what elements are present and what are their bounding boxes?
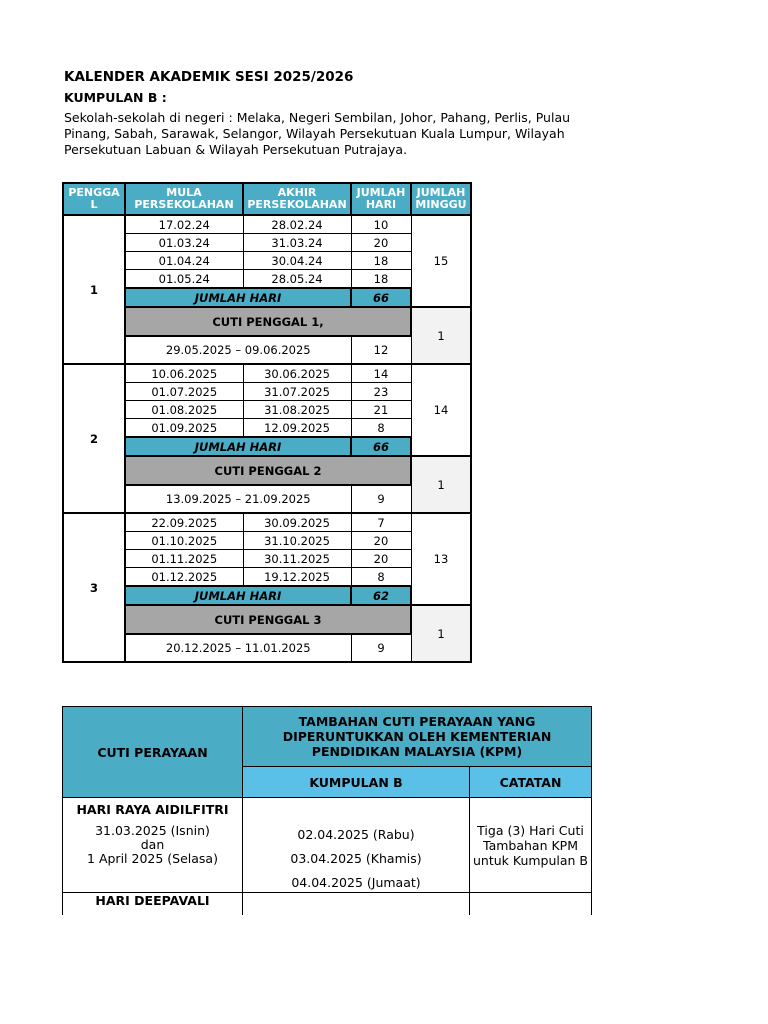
end-date: 30.11.2025: [243, 550, 351, 568]
deepavali-extra-days: [243, 893, 470, 915]
header-penggal: [63, 183, 125, 215]
day-count: 14: [351, 364, 411, 383]
term-break-dates: 29.05.2025 – 09.06.2025: [125, 336, 351, 364]
start-date: 01.11.2025: [125, 550, 243, 568]
holiday-note: Tiga (3) Hari Cuti Tambahan KPM untuk Kumpulan B: [470, 798, 592, 893]
day-count: 10: [351, 215, 411, 234]
start-date: 01.05.24: [125, 270, 243, 289]
extra-days-kumpulan-b: [243, 798, 470, 893]
start-date: 01.07.2025: [125, 383, 243, 401]
header-mula-line1: MULA: [166, 186, 202, 199]
header-jumlah-minggu: [411, 183, 471, 215]
term-break-title: CUTI PENGGAL 1,: [125, 307, 411, 336]
start-date: 10.06.2025: [125, 364, 243, 383]
term-break-dates: 13.09.2025 – 21.09.2025: [125, 485, 351, 513]
break-weeks: 1: [411, 456, 471, 513]
holiday-date-2: 1 April 2025 (Selasa): [87, 851, 218, 866]
term-break-days: 9: [351, 485, 411, 513]
header-minggu-line1: JUMLAH: [416, 186, 466, 199]
term-number: 3: [63, 513, 125, 662]
term-break-title: CUTI PENGGAL 2: [125, 456, 411, 485]
total-days-label: JUMLAH HARI: [125, 288, 351, 307]
header-akhir-line1: AKHIR: [277, 186, 317, 199]
end-date: 19.12.2025: [243, 568, 351, 587]
term-break-days: 12: [351, 336, 411, 364]
total-days-value: 66: [351, 288, 411, 307]
term-number: 1: [63, 215, 125, 364]
end-date: 28.05.24: [243, 270, 351, 289]
term-break-days: 9: [351, 634, 411, 662]
start-date: 01.12.2025: [125, 568, 243, 587]
total-days-value: 66: [351, 437, 411, 456]
end-date: 30.06.2025: [243, 364, 351, 383]
end-date: 30.04.24: [243, 252, 351, 270]
end-date: 12.09.2025: [243, 419, 351, 438]
end-date: 31.10.2025: [243, 532, 351, 550]
term-weeks: 14: [411, 364, 471, 456]
day-count: 8: [351, 568, 411, 587]
day-count: 20: [351, 550, 411, 568]
break-weeks: 1: [411, 605, 471, 662]
group-label: KUMPULAN B :: [64, 90, 167, 105]
header-catatan: CATATAN: [470, 767, 592, 798]
header-cuti-perayaan: CUTI PERAYAAN: [63, 707, 243, 798]
day-count: 18: [351, 270, 411, 289]
page-title: KALENDER AKADEMIK SESI 2025/2026: [64, 69, 354, 85]
start-date: 01.09.2025: [125, 419, 243, 438]
day-count: 20: [351, 532, 411, 550]
holiday-deepavali: HARI DEEPAVALI: [63, 893, 243, 915]
start-date: 22.09.2025: [125, 513, 243, 532]
holiday-date-1: 31.03.2025 (Isnin): [95, 823, 210, 838]
header-minggu-line2: MINGGU: [415, 198, 467, 211]
break-weeks: 1: [411, 307, 471, 364]
term-weeks: 13: [411, 513, 471, 605]
header-penggal-line2: L: [90, 198, 98, 211]
deepavali-note: [470, 893, 592, 915]
start-date: 01.08.2025: [125, 401, 243, 419]
header-hari-line1: JUMLAH: [356, 186, 406, 199]
day-count: 7: [351, 513, 411, 532]
holiday-aidilfitri: [63, 798, 243, 893]
header-tambahan-cuti: TAMBAHAN CUTI PERAYAAN YANG DIPERUNTUKKAN OLEH KEMENTERIAN PENDIDIKAN MALAYSIA (KPM): [243, 707, 592, 767]
term-weeks: 15: [411, 215, 471, 307]
start-date: 01.10.2025: [125, 532, 243, 550]
extra-day-3: 04.04.2025 (Jumaat): [291, 875, 421, 890]
header-mula: [125, 183, 243, 215]
states-description: Sekolah-sekolah di negeri : Melaka, Negeri Sembilan, Johor, Pahang, Perlis, Pulau Pinang, Sabah, Sarawak, Selangor, Wilayah Persekutuan Kuala Lumpur, Wilayah Persekutuan Labuan & Wilayah Persekutuan Putrajaya.: [64, 110, 571, 157]
end-date: 31.08.2025: [243, 401, 351, 419]
term-number: 2: [63, 364, 125, 513]
end-date: 31.03.24: [243, 234, 351, 252]
day-count: 8: [351, 419, 411, 438]
header-hari-line2: HARI: [365, 198, 397, 211]
day-count: 18: [351, 252, 411, 270]
holiday-date-join: dan: [140, 837, 165, 852]
header-jumlah-hari: [351, 183, 411, 215]
festive-holidays-table: [62, 706, 592, 915]
header-akhir-line2: PERSEKOLAHAN: [247, 198, 347, 211]
start-date: 01.04.24: [125, 252, 243, 270]
holiday-name: HARI RAYA AIDILFITRI: [76, 802, 229, 817]
header-penggal-line1: PENGGA: [68, 186, 120, 199]
extra-day-1: 02.04.2025 (Rabu): [297, 827, 415, 842]
start-date: 17.02.24: [125, 215, 243, 234]
day-count: 21: [351, 401, 411, 419]
end-date: 30.09.2025: [243, 513, 351, 532]
end-date: 28.02.24: [243, 215, 351, 234]
day-count: 23: [351, 383, 411, 401]
end-date: 31.07.2025: [243, 383, 351, 401]
extra-day-2: 03.04.2025 (Khamis): [290, 851, 422, 866]
term-break-dates: 20.12.2025 – 11.01.2025: [125, 634, 351, 662]
start-date: 01.03.24: [125, 234, 243, 252]
header-akhir: [243, 183, 351, 215]
total-days-label: JUMLAH HARI: [125, 437, 351, 456]
total-days-label: JUMLAH HARI: [125, 586, 351, 605]
header-kumpulan-b: KUMPULAN B: [243, 767, 470, 798]
term-break-title: CUTI PENGGAL 3: [125, 605, 411, 634]
total-days-value: 62: [351, 586, 411, 605]
day-count: 20: [351, 234, 411, 252]
header-mula-line2: PERSEKOLAHAN: [134, 198, 234, 211]
academic-calendar-table: [62, 182, 472, 663]
